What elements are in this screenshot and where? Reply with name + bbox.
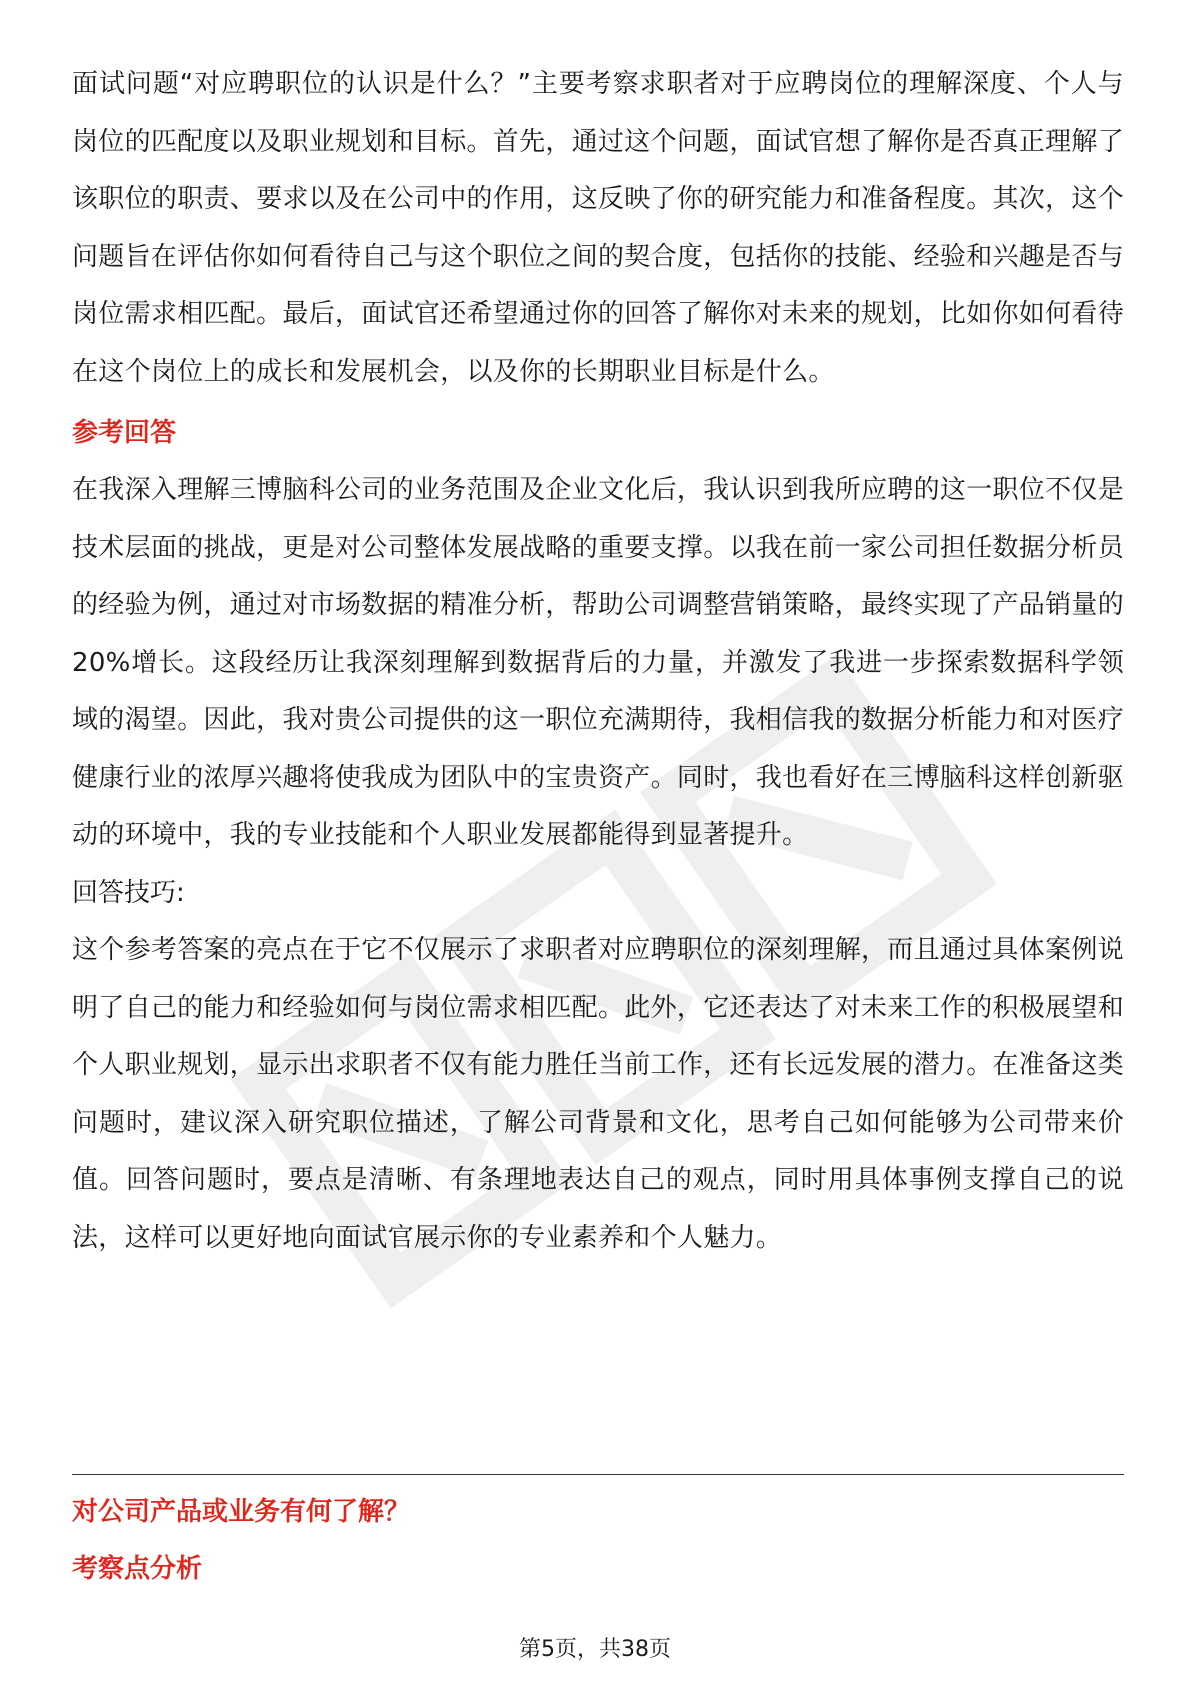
document-body <box>72 56 1124 1267</box>
reference-answer-heading: 参考回答 <box>72 418 177 448</box>
answer-tips-paragraph: 这个参考答案的亮点在于它不仅展示了求职者对应聘职位的深刻理解，而且通过具体案例说明了自己的能力和经验如何与岗位需求相匹配。此外，它还表达了对未来工作的积极展望和个人职业规划，显示出求职者不仅有能力胜任当前工作，还有长远发展的潜力。在准备这类问题时，建议深入研究职位描述，了解公司背景和文化，思考自己如何能够为公司带来价值。回答问题时，要点是清晰、有条理地表达自己的观点，同时用具体事例支撑自己的说法，这样可以更好地向面试官展示你的专业素养和个人魅力。 <box>72 935 1125 1253</box>
reference-answer-paragraph: 在我深入理解三博脑科公司的业务范围及企业文化后，我认识到我所应聘的这一职位不仅是技术层面的挑战，更是对公司整体发展战略的重要支撑。以我在前一家公司担任数据分析员的经验为例，通过对市场数据的精准分析，帮助公司调整营销策略，最终实现了产品销量的20%增长。这段经历让我深刻理解到数据背后的力量，并激发了我进一步探索数据科学领域的渴望。因此，我对贵公司提供的这一职位充满期待，我相信我的数据分析能力和对医疗健康行业的浓厚兴趣将使我成为团队中的宝贵资产。同时，我也看好在三博脑科这样创新驱动的环境中，我的专业技能和个人职业发展都能得到显著提升。 <box>72 475 1125 850</box>
intro-paragraph: 面试问题“对应聘职位的认识是什么？”主要考察求职者对于应聘岗位的理解深度、个人与岗位的匹配度以及职业规划和目标。首先，通过这个问题，面试官想了解你是否真正理解了该职位的职责、要求以及在公司中的作用，这反映了你的研究能力和准备程度。其次，这个问题旨在评估你如何看待自己与这个职位之间的契合度，包括你的技能、经验和兴趣是否与岗位需求相匹配。最后，面试官还希望通过你的回答了解你对未来的规划，比如你如何看待在这个岗位上的成长和发展机会，以及你的长期职业目标是什么。 <box>72 69 1125 387</box>
answer-tips-label: 回答技巧: <box>72 877 185 908</box>
next-question-section <box>72 1484 1124 1598</box>
next-question-subheading: 考察点分析 <box>72 1554 203 1584</box>
next-question-title: 对公司产品或业务有何了解？ <box>72 1497 411 1527</box>
section-divider <box>72 1474 1124 1475</box>
page-number: 第5页，共38页 <box>519 1637 671 1662</box>
